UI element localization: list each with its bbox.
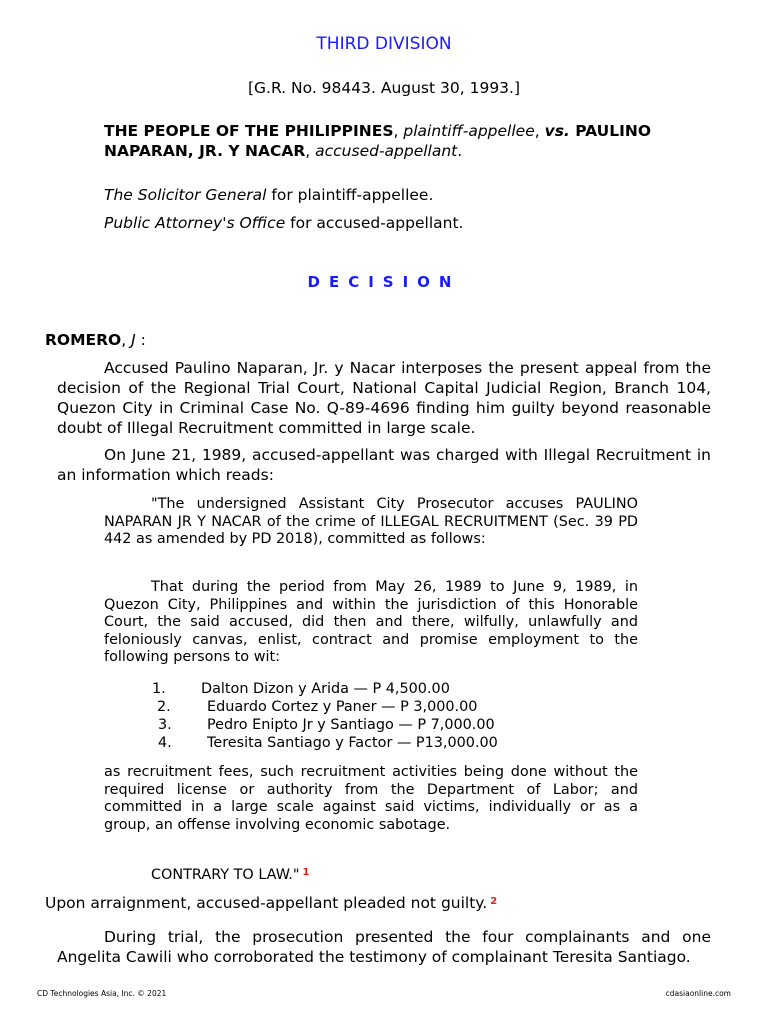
body-paragraph: During trial, the prosecution presented the four complainants and one Angelita Cawili who corroborated the testimony of complainant Teresita Santiago. [57,928,711,966]
case-parties [104,121,714,161]
body-paragraph: On June 21, 1989, accused-appellant was charged with Illegal Recruitment in an information which reads: [57,446,711,484]
body-paragraph: Accused Paulino Naparan, Jr. y Nacar interposes the present appeal from the decision of the Regional Trial Court, National Capital Judicial Region, Branch 104, Quezon City in Criminal Case No. Q-89-4696 finding him guilty beyond reasonable doubt of Illegal Recruitment committed in large scale. [57,359,711,437]
counsel-office: The Solicitor General [104,186,267,204]
list-number: 2. [157,699,171,715]
ponente-title: J [131,331,136,349]
counsel-role: for plaintiff-appellee. [266,186,434,204]
parties-sep: , [534,122,545,140]
quoted-information: as recruitment fees, such recruitment activities being done without the required license or authority from the Department of Labor; and committed in a large scale against said victims, individually or as a group, an offense involving economic sabotage. [104,764,638,833]
accused-role: accused-appellant [315,142,458,160]
quoted-closing [104,864,638,885]
quoted-information: That during the period from May 26, 1989 to June 9, 1989, in Quezon City, Philippines and within the jurisdiction of this Honorable Court, the said accused, did then and there, wilfully, unlawfully and feloniously canvas, enlist, contract and promise employment to the following persons to wit: [104,579,638,666]
list-text: Teresita Santiago y Factor — P13,000.00 [207,735,498,751]
footnote-link[interactable]: 1 [302,867,310,878]
footer-copyright: CD Technologies Asia, Inc. © 2021 [37,989,167,998]
paragraph-text: Upon arraignment, accused-appellant pleaded not guilty. [45,894,488,912]
ponente-sep: , [121,331,132,349]
accused-name: PAULINO NAPARAN, JR. Y NACAR [104,122,652,160]
ponente [45,331,146,349]
division-heading: THIRD DIVISION [316,34,452,54]
list-text: Eduardo Cortez y Paner — P 3,000.00 [207,699,478,715]
versus-label: vs. [544,122,570,140]
parties-end: . [457,142,463,160]
ponente-end: : [135,331,146,349]
list-number: 3. [158,717,172,733]
ponente-name: ROMERO [45,331,122,349]
counsel-line [104,214,714,232]
decision-heading: DECISION [307,273,461,291]
list-text: Pedro Enipto Jr y Santiago — P 7,000.00 [207,717,495,733]
case-number: [G.R. No. 98443. August 30, 1993.] [247,79,521,97]
closing-text: CONTRARY TO LAW." [151,867,300,883]
list-text: Dalton Dizon y Arida — P 4,500.00 [201,681,450,697]
plaintiff-name: THE PEOPLE OF THE PHILIPPINES [104,122,394,140]
list-number: 1. [152,681,166,697]
counsel-role: for accused-appellant. [285,214,464,232]
list-number: 4. [158,735,172,751]
body-paragraph [45,894,497,912]
parties-sep: , [393,122,404,140]
quoted-information: "The undersigned Assistant City Prosecutor accuses PAULINO NAPARAN JR Y NACAR of the crime of ILLEGAL RECRUITMENT (Sec. 39 PD 442 as amended by PD 2018), committed as follows: [104,496,638,548]
footer-website: cdasiaonline.com [665,989,731,998]
counsel-office: Public Attorney's Office [104,214,286,232]
counsel-line [104,186,714,204]
footnote-link[interactable]: 2 [490,896,498,907]
plaintiff-role: plaintiff-appellee [403,122,535,140]
parties-sep: , [305,142,316,160]
